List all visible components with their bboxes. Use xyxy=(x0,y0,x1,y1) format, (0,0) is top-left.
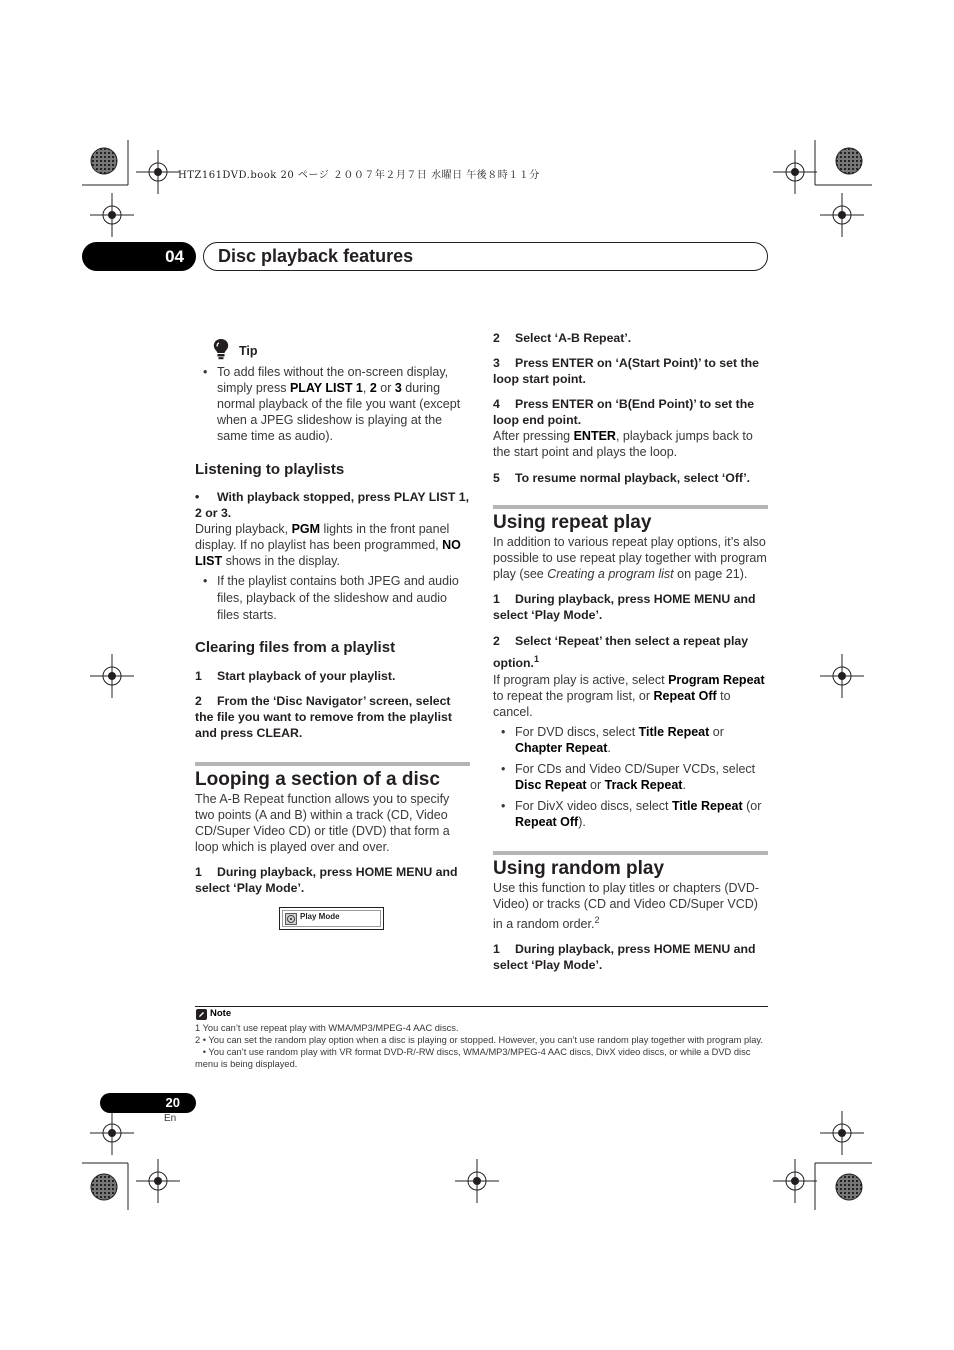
tip-label: Tip xyxy=(239,344,258,358)
page-number: 20 xyxy=(100,1093,196,1113)
looping-step-1: 1 During playback, press HOME MENU and select ‘Play Mode’. xyxy=(195,865,458,895)
note-header xyxy=(195,1008,768,1022)
looping-heading: Looping a section of a disc xyxy=(195,769,440,790)
note-line-1: 1 You can’t use repeat play with WMA/MP3/MPEG-4 AAC discs. xyxy=(195,1023,459,1033)
play-mode-label: Play Mode xyxy=(300,912,340,921)
looping-step-5: 5 To resume normal playback, select ‘Off’. xyxy=(493,471,751,485)
note-line-2: 2 • You can set the random play option when a disc is playing or stopped. However, you can’t use random play together with program play. xyxy=(195,1035,763,1045)
right-column xyxy=(493,330,768,973)
repeat-program: If program play is active, select Program Repeat to repeat the program list, or Repeat Off to cancel. xyxy=(493,673,765,720)
listening-item: • If the playlist contains both JPEG and audio files, playback of the slideshow and audio files starts. xyxy=(195,573,470,624)
listening-heading: Listening to playlists xyxy=(195,461,345,478)
looping-after: After pressing ENTER, playback jumps back to the start point and plays the loop. xyxy=(493,429,753,459)
clearing-heading: Clearing files from a playlist xyxy=(195,639,396,656)
looping-step-2: 2 Select ‘A-B Repeat’. xyxy=(493,331,632,345)
chapter-title: Disc playback features xyxy=(203,242,768,271)
repeat-step-2: 2 Select ‘Repeat’ then select a repeat play option.$^1$ xyxy=(493,634,749,671)
repeat-heading: Using repeat play xyxy=(493,512,652,533)
repeat-option-dvd: • For DVD discs, select Title Repeat or Chapter Repeat. xyxy=(493,724,768,756)
repeat-body: In addition to various repeat play options, it’s also possible to use repeat play together with program play (see Creating a program list on page 21). xyxy=(493,535,767,581)
listening-step: • With playback stopped, press PLAY LIST 1, 2 or 3. xyxy=(195,490,470,520)
clearing-step-2: 2 From the ‘Disc Navigator’ screen, select the file you want to remove from the playlist and press CLEAR. xyxy=(195,694,452,740)
note-label: Note xyxy=(210,1008,232,1019)
repeat-step-1: 1 During playback, press HOME MENU and select ‘Play Mode’. xyxy=(493,592,756,622)
random-body: Use this function to play titles or chapters (DVD-Video) or tracks (CD and Video CD/Super VCD) in a random order.$^2$ xyxy=(493,881,760,932)
tip-header xyxy=(195,337,470,363)
tip-item: • To add files without the on-screen display, simply press PLAY LIST 1, 2 or 3 during normal playback of the file you want (except when a JPEG slideshow is playing at the same time as audio). xyxy=(195,364,470,444)
repeat-rule xyxy=(493,505,768,509)
random-step-1: 1 During playback, press HOME MENU and select ‘Play Mode’. xyxy=(493,942,756,973)
book-info-line: HTZ161DVD.book 20 ページ ２００７年２月７日 水曜日 午後８時１１分 xyxy=(178,170,540,181)
note-area xyxy=(195,1006,768,1070)
disc-icon xyxy=(285,913,297,925)
lightbulb-icon xyxy=(209,337,233,361)
random-rule xyxy=(493,851,768,855)
repeat-option-divx: • For DivX video discs, select Title Repeat (or Repeat Off). xyxy=(493,798,768,830)
listening-list xyxy=(195,573,470,624)
clearing-step-1: 1 Start playback of your playlist. xyxy=(195,669,396,683)
note-line-3: • You can’t use random play with VR format DVD-R/-RW discs, WMA/MP3/MPEG-4 AAC discs, DivX video discs, or while a DVD disc menu is being displayed. xyxy=(195,1047,753,1069)
looping-rule xyxy=(195,762,470,766)
looping-step-4: 4 Press ENTER on ‘B(End Point)’ to set the loop end point. xyxy=(493,397,755,427)
chapter-number: 04 xyxy=(82,242,196,271)
tip-list xyxy=(195,364,470,444)
looping-step-3: 3 Press ENTER on ‘A(Start Point)’ to set the loop start point. xyxy=(493,356,759,386)
listening-body: During playback, PGM lights in the front panel display. If no playlist has been programmed, NO LIST shows in the display. xyxy=(195,522,461,568)
play-mode-screen xyxy=(279,907,384,930)
page-language: En xyxy=(164,1113,177,1124)
note-pencil-icon xyxy=(196,1009,207,1020)
repeat-options-list xyxy=(493,724,768,830)
random-heading: Using random play xyxy=(493,858,665,880)
left-column xyxy=(195,337,470,896)
repeat-option-cd: • For CDs and Video CD/Super VCDs, select Disc Repeat or Track Repeat. xyxy=(493,761,768,793)
looping-body: The A-B Repeat function allows you to specify two points (A and B) within a track (CD, Video CD/Super Video CD) or title (DVD) that form a loop which is played over and over. xyxy=(195,792,450,854)
